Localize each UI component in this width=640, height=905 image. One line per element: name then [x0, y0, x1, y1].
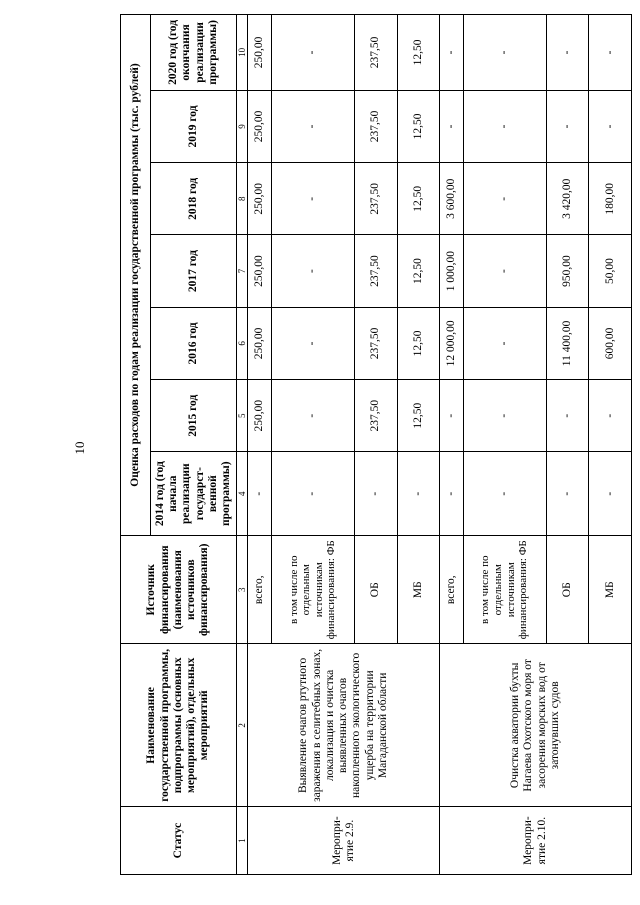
value-cell: -	[271, 452, 354, 536]
value-cell: -	[463, 15, 546, 91]
column-index: 4	[237, 452, 248, 536]
value-cell: 11 400,00	[546, 307, 589, 379]
value-cell: -	[546, 380, 589, 452]
value-cell: -	[440, 90, 463, 162]
value-cell: -	[463, 452, 546, 536]
source-cell: ОБ	[546, 536, 589, 644]
measure-status: Меропри-ятие 2.10.	[440, 807, 632, 875]
value-cell: 250,00	[248, 15, 271, 91]
header-year: 2016 год	[151, 307, 237, 379]
rotated-table-container	[120, 14, 632, 875]
value-cell: 250,00	[248, 163, 271, 235]
value-cell: 237,50	[354, 307, 397, 379]
value-cell: 950,00	[546, 235, 589, 307]
source-cell: в том числе по отдельным источникам финансирования: ФБ	[271, 536, 354, 644]
value-cell: -	[546, 15, 589, 91]
value-cell: 237,50	[354, 380, 397, 452]
value-cell: -	[463, 90, 546, 162]
page-number: 10	[72, 441, 87, 455]
value-cell: -	[463, 307, 546, 379]
value-cell: 250,00	[248, 307, 271, 379]
value-cell: 180,00	[589, 163, 632, 235]
value-cell: 12 000,00	[440, 307, 463, 379]
value-cell: 600,00	[589, 307, 632, 379]
source-cell: всего,	[440, 536, 463, 644]
value-cell: 1 000,00	[440, 235, 463, 307]
header-estimate: Оценка расходов по годам реализации государственной программы (тыс. рублей)	[121, 15, 151, 536]
header-year: 2017 год	[151, 235, 237, 307]
column-index: 5	[237, 380, 248, 452]
value-cell: 12,50	[397, 15, 440, 91]
source-cell: МБ	[589, 536, 632, 644]
value-cell: 12,50	[397, 235, 440, 307]
value-cell: -	[463, 380, 546, 452]
header-year: 2020 год (год окончания реализации программы)	[151, 15, 237, 91]
value-cell: 237,50	[354, 15, 397, 91]
value-cell: -	[589, 380, 632, 452]
value-cell: -	[546, 452, 589, 536]
value-cell: 237,50	[354, 235, 397, 307]
column-index: 10	[237, 15, 248, 91]
value-cell: -	[271, 307, 354, 379]
table-row	[440, 15, 463, 875]
value-cell: -	[271, 90, 354, 162]
value-cell: -	[271, 380, 354, 452]
column-index: 2	[237, 644, 248, 807]
value-cell: -	[354, 452, 397, 536]
value-cell: 50,00	[589, 235, 632, 307]
header-name: Наименование государственной программы, подпрограммы (основных мероприятий), отдельных мероприятий	[121, 644, 237, 807]
value-cell: 250,00	[248, 380, 271, 452]
source-cell: МБ	[397, 536, 440, 644]
value-cell: 12,50	[397, 90, 440, 162]
header-status: Статус	[121, 807, 237, 875]
column-index: 1	[237, 807, 248, 875]
column-index: 9	[237, 90, 248, 162]
column-index: 7	[237, 235, 248, 307]
value-cell: 237,50	[354, 163, 397, 235]
value-cell: 3 420,00	[546, 163, 589, 235]
measure-name: Выявление очагов ртутного заражения в селитебных зонах, локализация и очистка выявленных очагов накопленного экологического ущерба на территории Магаданской области	[248, 644, 440, 807]
measure-name: Очистка акватории бухты Нагаева Охотского моря от засорения морских вод от затонувших судов	[440, 644, 632, 807]
value-cell: -	[589, 15, 632, 91]
value-cell: -	[248, 452, 271, 536]
value-cell: -	[589, 452, 632, 536]
table-row	[248, 15, 271, 875]
header-year: 2019 год	[151, 90, 237, 162]
value-cell: -	[440, 15, 463, 91]
value-cell: -	[589, 90, 632, 162]
column-index: 3	[237, 536, 248, 644]
source-cell: в том числе по отдельным источникам финансирования: ФБ	[463, 536, 546, 644]
column-index: 6	[237, 307, 248, 379]
header-source: Источник финансирования (наименования источников финансирования)	[121, 536, 237, 644]
header-year: 2015 год	[151, 380, 237, 452]
value-cell: -	[440, 380, 463, 452]
budget-table	[120, 14, 632, 875]
value-cell: -	[271, 235, 354, 307]
header-year: 2018 год	[151, 163, 237, 235]
value-cell: 12,50	[397, 307, 440, 379]
value-cell: -	[546, 90, 589, 162]
value-cell: -	[271, 163, 354, 235]
measure-status: Меропри-ятие 2.9.	[248, 807, 440, 875]
value-cell: -	[463, 163, 546, 235]
column-index: 8	[237, 163, 248, 235]
value-cell: -	[271, 15, 354, 91]
value-cell: 250,00	[248, 235, 271, 307]
value-cell: 250,00	[248, 90, 271, 162]
value-cell: -	[440, 452, 463, 536]
value-cell: -	[397, 452, 440, 536]
value-cell: 12,50	[397, 163, 440, 235]
value-cell: 3 600,00	[440, 163, 463, 235]
header-year: 2014 год (год начала реализации государст-венной программы)	[151, 452, 237, 536]
source-cell: ОБ	[354, 536, 397, 644]
value-cell: 237,50	[354, 90, 397, 162]
value-cell: 12,50	[397, 380, 440, 452]
source-cell: всего,	[248, 536, 271, 644]
value-cell: -	[463, 235, 546, 307]
